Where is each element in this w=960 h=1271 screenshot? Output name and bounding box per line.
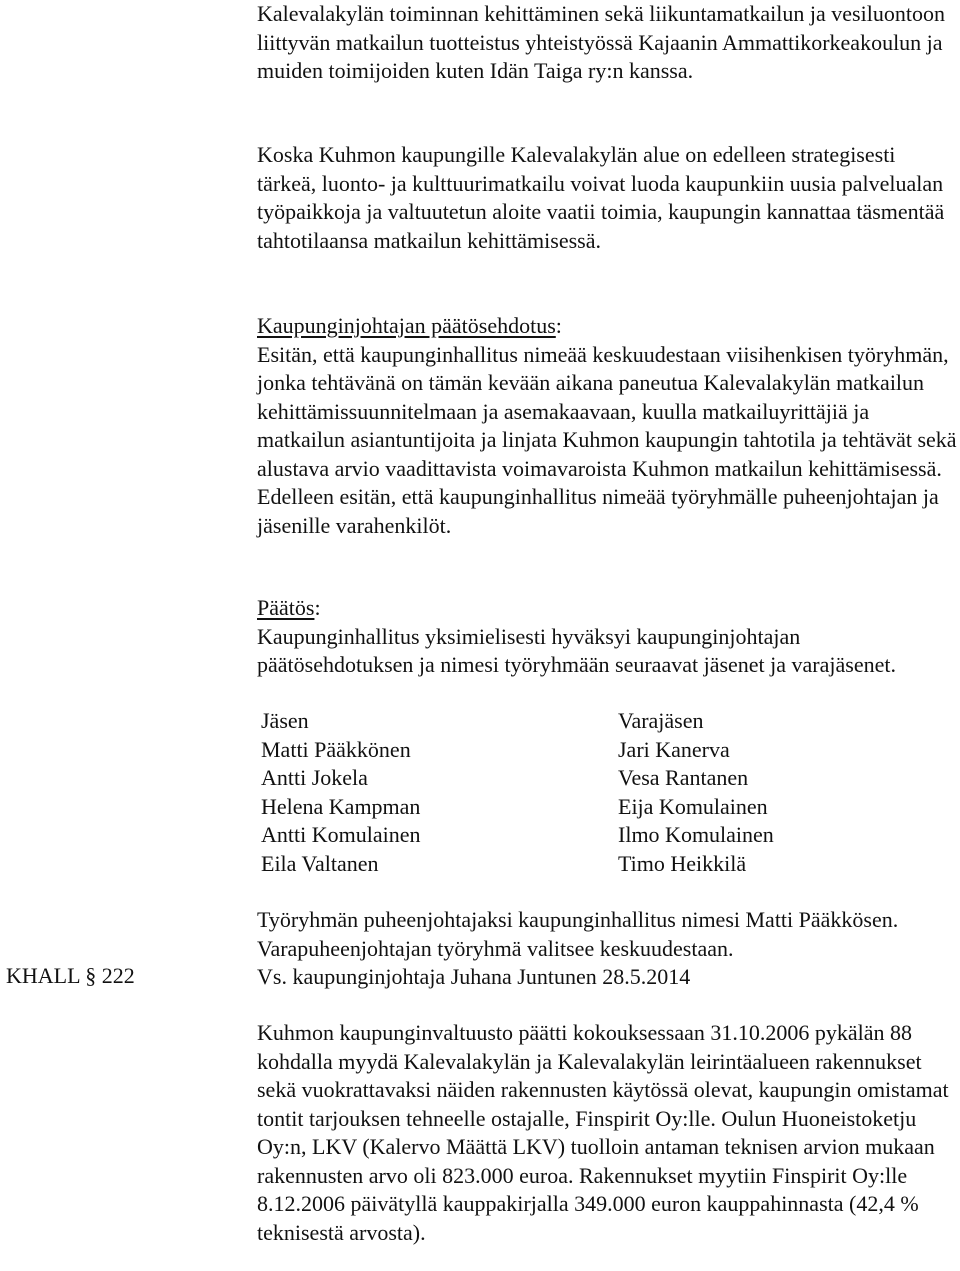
proposal-text: Esitän, että kaupunginhallitus nimeää keskuudestaan viisihenkisen työryhmän, jonka tehtävänä on tämän kevään aikana paneutua Kalevalakylän matkailun kehittämissuunnitelmaan ja asemakaavaan, kuulla matkailuyrittäjiä ja matkailun asiantuntijoita ja linjata Kuhmon kaupungin tahtotila ja tehtävät sekä alustava arvio vaadittavista voimavaroista Kuhmon matkailun kehittämisessä. Edelleen esitän, että kaupunginhallitus nimeää työryhmälle puheenjohtajan ja jäsenille varahenkilöt. (257, 341, 957, 538)
deputy-name: Ilmo Komulainen (618, 822, 774, 847)
deputy-name: Vesa Rantanen (618, 765, 749, 790)
chair-paragraph: Työryhmän puheenjohtajaksi kaupunginhallitus nimesi Matti Pääkkösen. Varapuheenjohtajan työryhmä valitsee keskuudestaan. (257, 907, 899, 961)
proposal-section (257, 312, 957, 540)
paragraph-kalevalakyla-development: Kalevalakylän toiminnan kehittäminen sekä liikuntamatkailun ja vesiluontoon liittyvän matkailun tuotteistus yhteistyössä Kajaanin Ammattikorkeakoulun ja muiden toimijoiden kuten Idän Taiga ry:n kanssa. (257, 1, 945, 83)
paragraph-strategic-importance: Koska Kuhmon kaupungille Kalevalakylän alue on edelleen strategisesti tärkeä, luonto- ja kulttuurimatkailu voivat luoda kaupunkiin uusia palvelualan työpaikkoja ja valtuutetun aloite vaatii toimia, kaupungin kannattaa täsmentää tahtotilaansa matkailun kehittämisessä. (257, 142, 945, 253)
decision-text: Kaupunginhallitus yksimielisesti hyväksyi kaupunginjohtajan päätösehdotuksen ja nimesi työryhmään seuraavat jäsenet ja varajäsenet. (257, 623, 896, 677)
proposal-heading: Kaupunginjohtajan päätösehdotus: (257, 313, 562, 338)
members-column (261, 707, 581, 878)
paragraph-sale-history: Kuhmon kaupunginvaltuusto päätti kokouksessaan 31.10.2006 pykälän 88 kohdalla myydä Kalevalakylän ja Kalevalakylän leirintäalueen rakennukset sekä vuokrattavaksi näiden rakennusten käytössä olevat, kaupungin omistamat tontit tarjouksen tehneelle ostajalle, Finspirit Oy:lle. Oulun Huoneistoketju Oy:n, LKV (Kalervo Määttä LKV) tuolloin antaman teknisen arvion mukaan rakennusten arvo oli 823.000 euroa. Rakennukset myytiin Finspirit Oy:lle 8.12.2006 päivätyllä kauppakirjalla 349.000 euron kauppahinnasta (42,4 % teknisestä arvosta). (257, 1020, 949, 1245)
member-name: Antti Jokela (261, 765, 368, 790)
section-label: KHALL § 222 (6, 963, 135, 988)
deputy-name: Timo Heikkilä (618, 850, 747, 876)
deputy-name: Jari Kanerva (618, 736, 730, 762)
deputies-column (618, 707, 938, 878)
decision-heading: Päätös: (257, 595, 321, 620)
members-header: Jäsen (261, 708, 309, 733)
decision-section (257, 594, 957, 680)
member-name: Antti Komulainen (261, 822, 421, 847)
chair-section (257, 906, 917, 992)
deputies-header: Varajäsen (618, 708, 704, 733)
member-name: Eila Valtanen (261, 850, 379, 876)
member-name: Matti Pääkkönen (261, 736, 411, 762)
deputy-name: Eija Komulainen (618, 793, 768, 819)
member-name: Helena Kampman (261, 793, 421, 819)
signature-line: Vs. kaupunginjohtaja Juhana Juntunen 28.5.2014 (257, 964, 691, 989)
